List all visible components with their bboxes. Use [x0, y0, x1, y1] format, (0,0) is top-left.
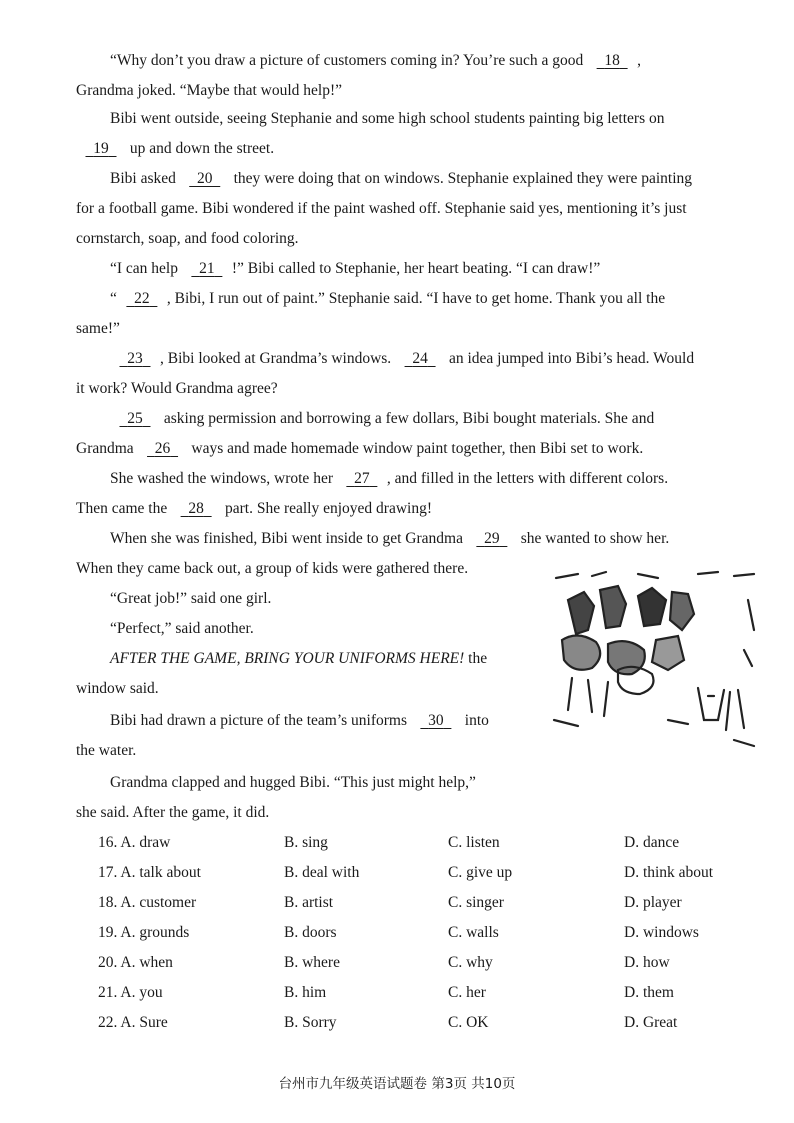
- option-20-a: 20. A. when: [98, 954, 173, 971]
- option-21-c: C. her: [448, 984, 486, 1001]
- option-19-a: 19. A. grounds: [98, 924, 190, 941]
- blank-25: 25: [127, 410, 143, 427]
- option-18-c: C. singer: [448, 894, 504, 911]
- blank-27: 27: [354, 470, 370, 487]
- option-17-d: D. think about: [624, 864, 714, 881]
- passage-text: the water.: [76, 742, 137, 759]
- passage-text: for a football game. Bibi wondered if the paint washed off. Stephanie said yes, mentioning it’s just: [76, 200, 687, 217]
- passage-paragraph-8: [76, 464, 780, 524]
- passage-text: “Great job!” said one girl.: [110, 590, 272, 607]
- blank-23: 23: [127, 350, 143, 367]
- passage-text: , Bibi looked at Grandma’s windows.: [160, 350, 396, 367]
- passage-text: the: [464, 650, 488, 667]
- blank-19: 19: [93, 140, 109, 157]
- passage-text: Bibi had drawn a picture of the team’s uniforms: [110, 712, 411, 729]
- option-21-a: 21. A. you: [98, 984, 163, 1001]
- passage-text: into: [460, 712, 489, 729]
- passage-text: an idea jumped into Bibi’s head. Would: [445, 350, 695, 367]
- kids-uniforms-drawing-icon: [548, 570, 762, 756]
- options-row-16: [98, 828, 698, 858]
- option-18-b: B. artist: [284, 894, 334, 911]
- passage-text: “Perfect,” said another.: [110, 620, 254, 637]
- passage-text: “I can help: [110, 260, 182, 277]
- passage-text: up and down the street.: [126, 140, 275, 157]
- passage-text: cornstarch, soap, and food coloring.: [76, 230, 299, 247]
- option-17-c: C. give up: [448, 864, 513, 881]
- option-20-c: C. why: [448, 954, 493, 971]
- blank-22: 22: [134, 290, 150, 307]
- option-22-d: D. Great: [624, 1014, 678, 1031]
- passage-text: She washed the windows, wrote her: [110, 470, 337, 487]
- passage-text: part. She really enjoyed drawing!: [221, 500, 433, 517]
- option-19-c: C. walls: [448, 924, 499, 941]
- passage-paragraph-4: [76, 254, 780, 284]
- options-row-20: [98, 948, 698, 978]
- options-row-22: [98, 1008, 698, 1038]
- passage-text: Grandma clapped and hugged Bibi. “This just might help,”: [110, 774, 476, 791]
- blank-28: 28: [188, 500, 204, 517]
- passage-text: When they came back out, a group of kids were gathered there.: [76, 560, 469, 577]
- option-22-b: B. Sorry: [284, 1014, 337, 1031]
- passage-paragraph-12: [76, 644, 570, 704]
- option-20-b: B. where: [284, 954, 340, 971]
- passage-text: same!”: [76, 320, 120, 337]
- passage-text: they were doing that on windows. Stephanie explained they were painting: [229, 170, 693, 187]
- option-22-c: C. OK: [448, 1014, 489, 1031]
- options-row-18: [98, 888, 698, 918]
- passage-text: When she was finished, Bibi went inside to get Grandma: [110, 530, 467, 547]
- blank-29: 29: [484, 530, 500, 547]
- passage-text: Grandma joked. “Maybe that would help!”: [76, 82, 342, 99]
- option-20-d: D. how: [624, 954, 670, 971]
- option-16-b: B. sing: [284, 834, 328, 851]
- blank-26: 26: [154, 440, 171, 457]
- option-18-a: 18. A. customer: [98, 894, 197, 911]
- option-16-a: 16. A. draw: [98, 834, 171, 851]
- passage-paragraph-5: [76, 284, 780, 344]
- passage-paragraph-13: [76, 706, 570, 766]
- passage-paragraph-14: [76, 768, 570, 828]
- passage-text: , Bibi, I run out of paint.” Stephanie said. “I have to get home. Thank you all the: [166, 290, 666, 307]
- passage-text: she wanted to show her.: [516, 530, 670, 547]
- passage-text: window said.: [76, 680, 159, 697]
- blank-18: 18: [604, 52, 620, 69]
- passage-text: Grandma: [76, 440, 138, 457]
- passage-text: , and filled in the letters with different colors.: [386, 470, 669, 487]
- blank-20: 20: [197, 170, 213, 187]
- option-16-d: D. dance: [624, 834, 680, 851]
- option-19-b: B. doors: [284, 924, 337, 941]
- passage-text: asking permission and borrowing a few dollars, Bibi bought materials. She and: [160, 410, 655, 427]
- passage-text: !” Bibi called to Stephanie, her heart beating. “I can draw!”: [231, 260, 601, 277]
- option-17-b: B. deal with: [284, 864, 360, 881]
- option-22-a: 22. A. Sure: [98, 1014, 168, 1031]
- blank-30: 30: [428, 712, 444, 729]
- passage-text: Then came the: [76, 500, 172, 517]
- window-sign-text: AFTER THE GAME, BRING YOUR UNIFORMS HERE!: [110, 650, 465, 667]
- passage-text: Bibi asked: [110, 170, 180, 187]
- option-16-c: C. listen: [448, 834, 500, 851]
- options-row-21: [98, 978, 698, 1008]
- options-row-19: [98, 918, 698, 948]
- options-row-17: [98, 858, 714, 888]
- passage-text: she said. After the game, it did.: [76, 804, 270, 821]
- passage-paragraph-1: [76, 46, 780, 106]
- option-18-d: D. player: [624, 894, 682, 911]
- passage-paragraph-2: [76, 104, 780, 164]
- passage-paragraph-7: [76, 404, 780, 464]
- option-19-d: D. windows: [624, 924, 699, 941]
- passage-text: it work? Would Grandma agree?: [76, 380, 278, 397]
- passage-paragraph-6: [76, 344, 780, 404]
- blank-21: 21: [199, 260, 215, 277]
- passage-paragraph-3: [76, 164, 780, 254]
- option-21-b: B. him: [284, 984, 327, 1001]
- page-footer: 台州市九年级英语试题卷 第3页 共10页: [278, 1076, 516, 1092]
- option-21-d: D. them: [624, 984, 674, 1001]
- blank-24: 24: [412, 350, 428, 367]
- passage-text: “: [110, 290, 117, 307]
- option-17-a: 17. A. talk about: [98, 864, 201, 881]
- passage-text: ways and made homemade window paint together, then Bibi set to work.: [187, 440, 644, 457]
- passage-text: ,: [637, 52, 641, 69]
- passage-text: Bibi went outside, seeing Stephanie and some high school students painting big letters on: [110, 110, 665, 127]
- passage-text: “Why don’t you draw a picture of customers coming in? You’re such a good: [110, 52, 588, 69]
